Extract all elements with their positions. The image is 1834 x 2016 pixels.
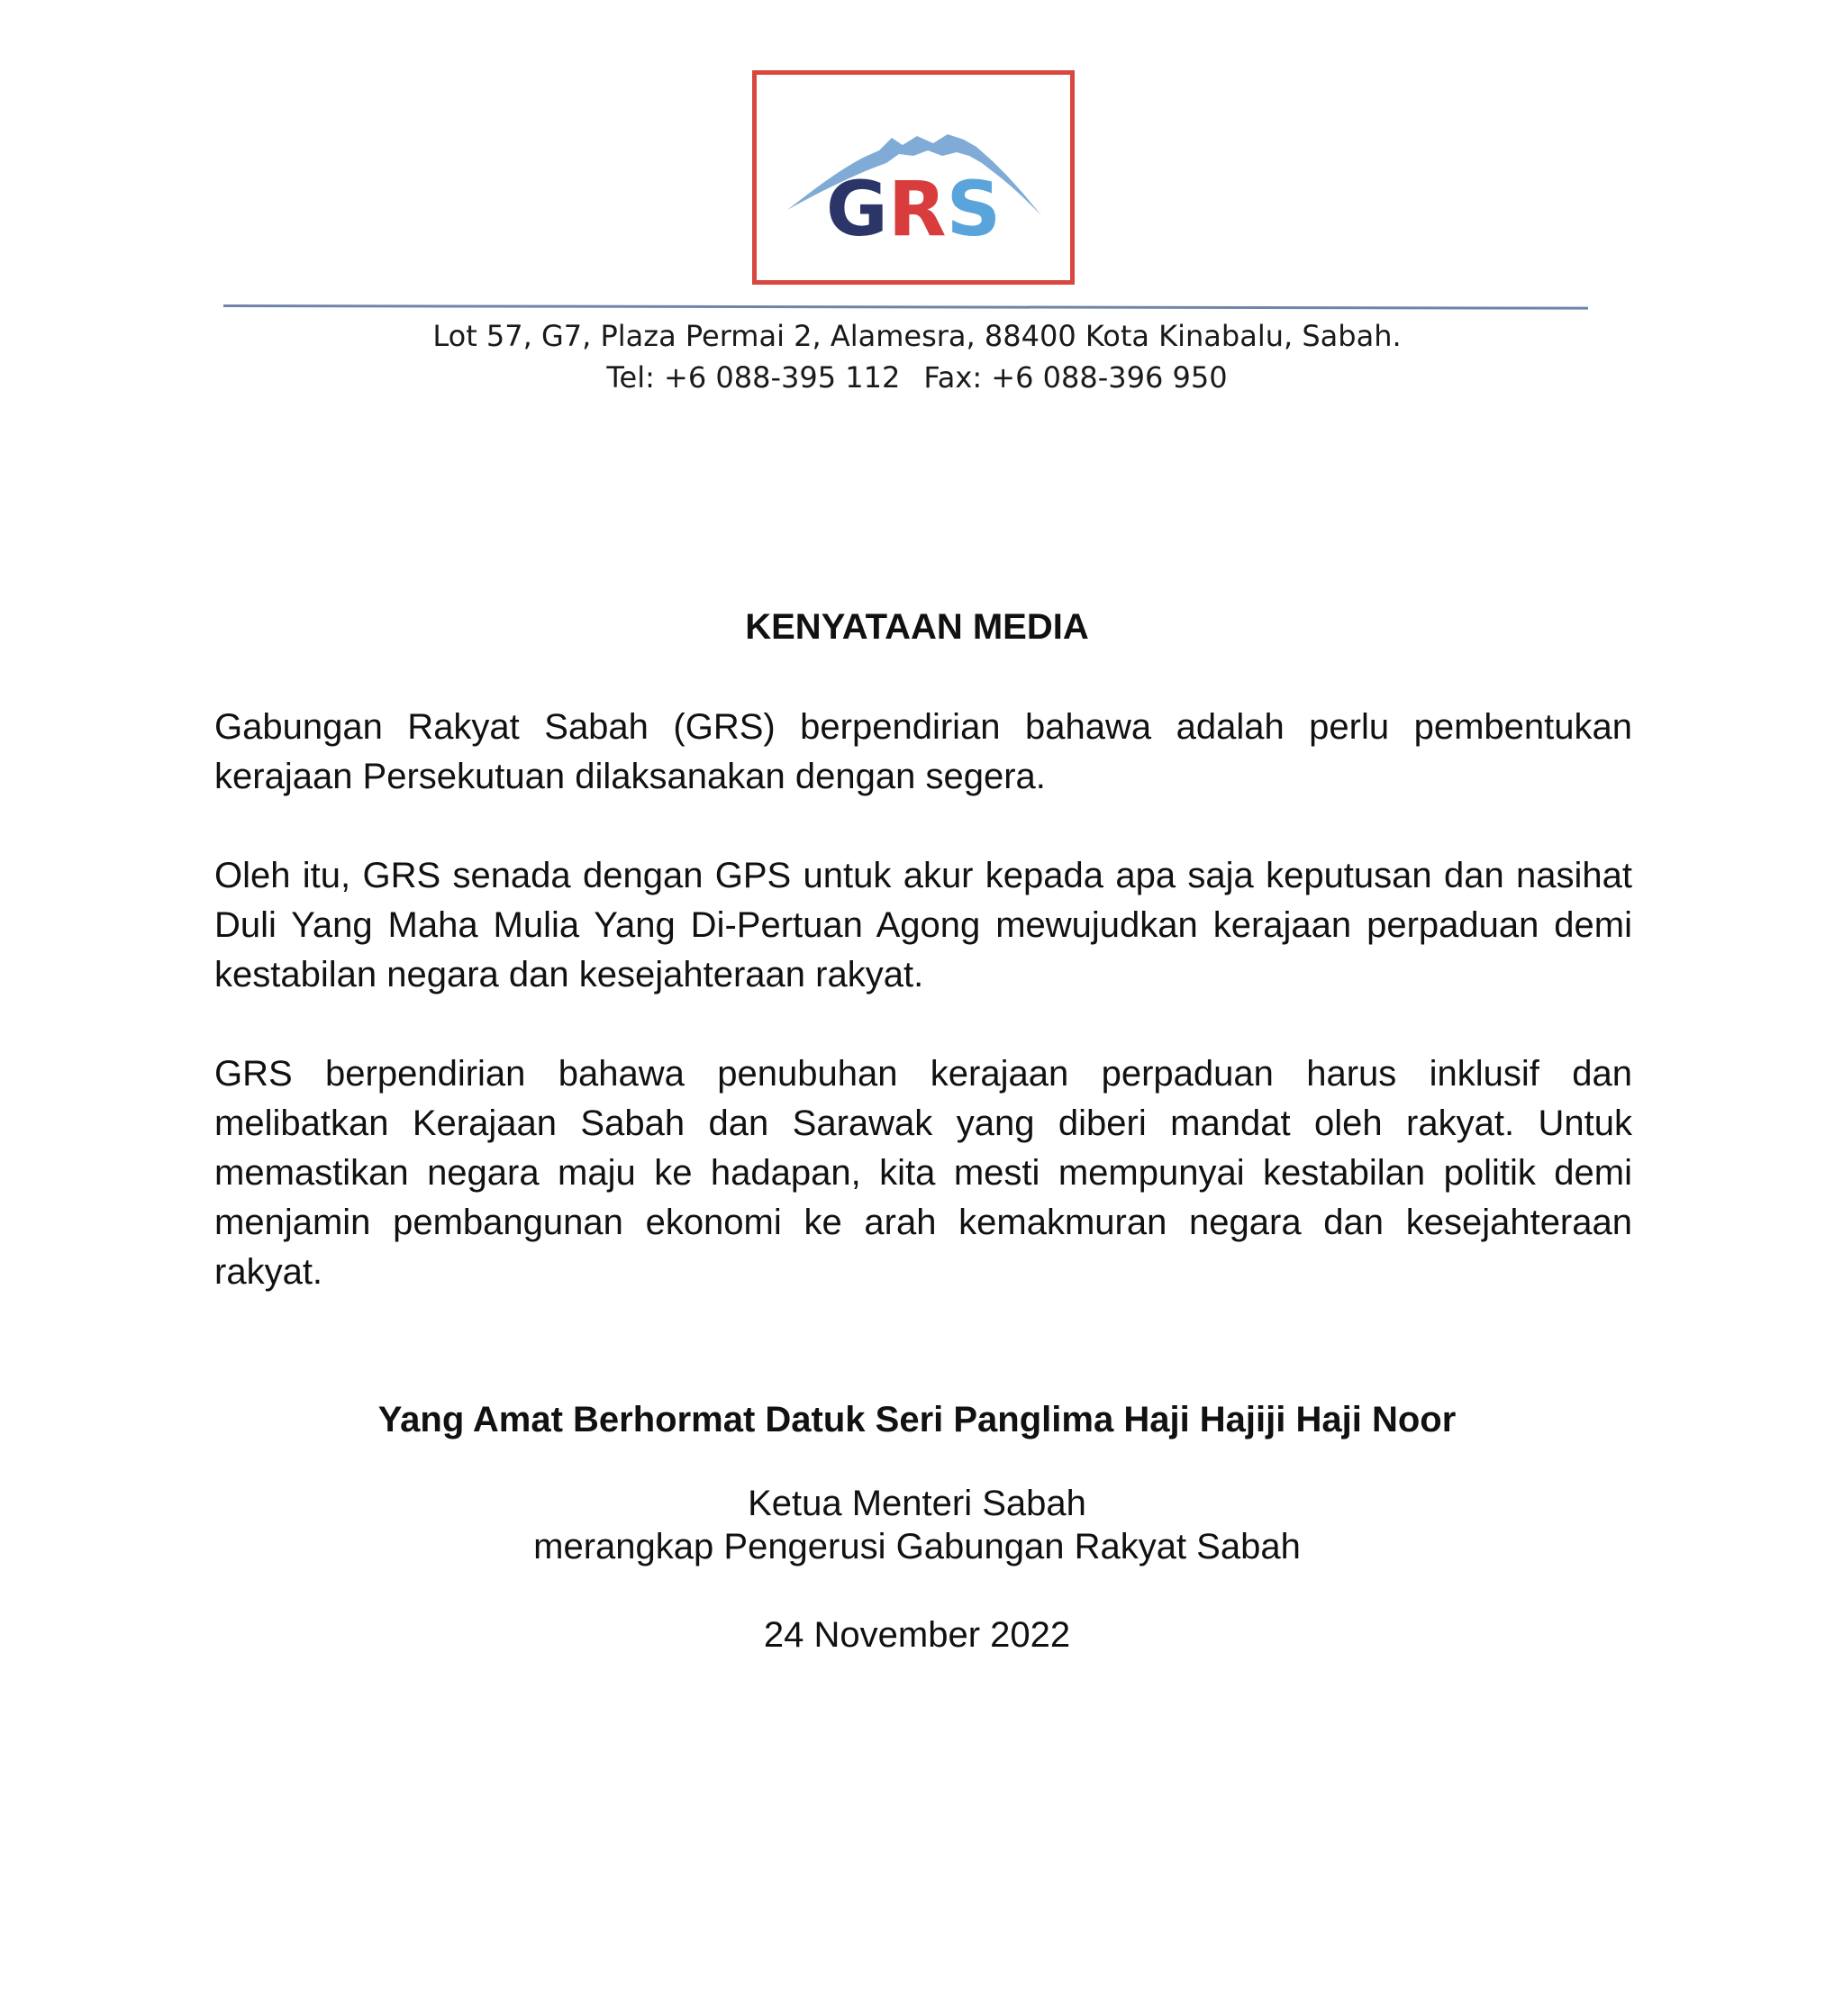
signatory-position — [0, 1482, 1834, 1568]
grs-logo — [752, 70, 1075, 285]
paragraph-2: Oleh itu, GRS senada dengan GPS untuk akur kepada apa saja keputusan dan nasihat Duli Yang Maha Mulia Yang Di-Pertuan Agong mewujudkan kerajaan perpaduan demi kestabilan negara dan kesejahteraan rakyat. — [214, 856, 1632, 994]
fax-number: Fax: +6 088-396 950 — [923, 360, 1228, 395]
logo-letter-s: S — [946, 165, 1002, 253]
contact-line — [0, 357, 1834, 398]
paragraph-1: Gabungan Rakyat Sabah (GRS) berpendirian bahawa adalah perlu pembentukan kerajaan Persekutuan dilaksanakan dengan segera. — [214, 707, 1632, 796]
logo-letter-g: G — [825, 165, 888, 253]
grs-logo-mark — [757, 75, 1070, 280]
logo-letter-r: R — [887, 165, 947, 253]
logo-text-group — [826, 165, 1001, 253]
statement-body — [214, 703, 1632, 1347]
letterhead-address-block — [0, 315, 1834, 398]
tel-number: Tel: +6 088-395 112 — [606, 360, 901, 395]
position-line-2: merangkap Pengerusi Gabungan Rakyat Sabah — [533, 1527, 1301, 1566]
letterhead-divider — [223, 304, 1588, 310]
document-title: KENYATAAN MEDIA — [745, 607, 1089, 647]
address-line: Lot 57, G7, Plaza Permai 2, Alamesra, 88400 Kota Kinabalu, Sabah. — [432, 319, 1402, 353]
statement-date: 24 November 2022 — [763, 1615, 1071, 1655]
signatory-name: Yang Amat Berhormat Datuk Seri Panglima Haji Hajiji Haji Noor — [377, 1400, 1457, 1439]
position-line-1: Ketua Menteri Sabah — [748, 1484, 1086, 1523]
paragraph-3: GRS berpendirian bahawa penubuhan kerajaan perpaduan harus inklusif dan melibatkan Kerajaan Sabah dan Sarawak yang diberi mandat oleh rakyat. Untuk memastikan negara maju ke hadapan, kita mesti mempunyai kestabilan politik demi menjamin pembangunan ekonomi ke arah kemakmuran negara dan kesejahteraan rakyat. — [214, 1054, 1632, 1292]
